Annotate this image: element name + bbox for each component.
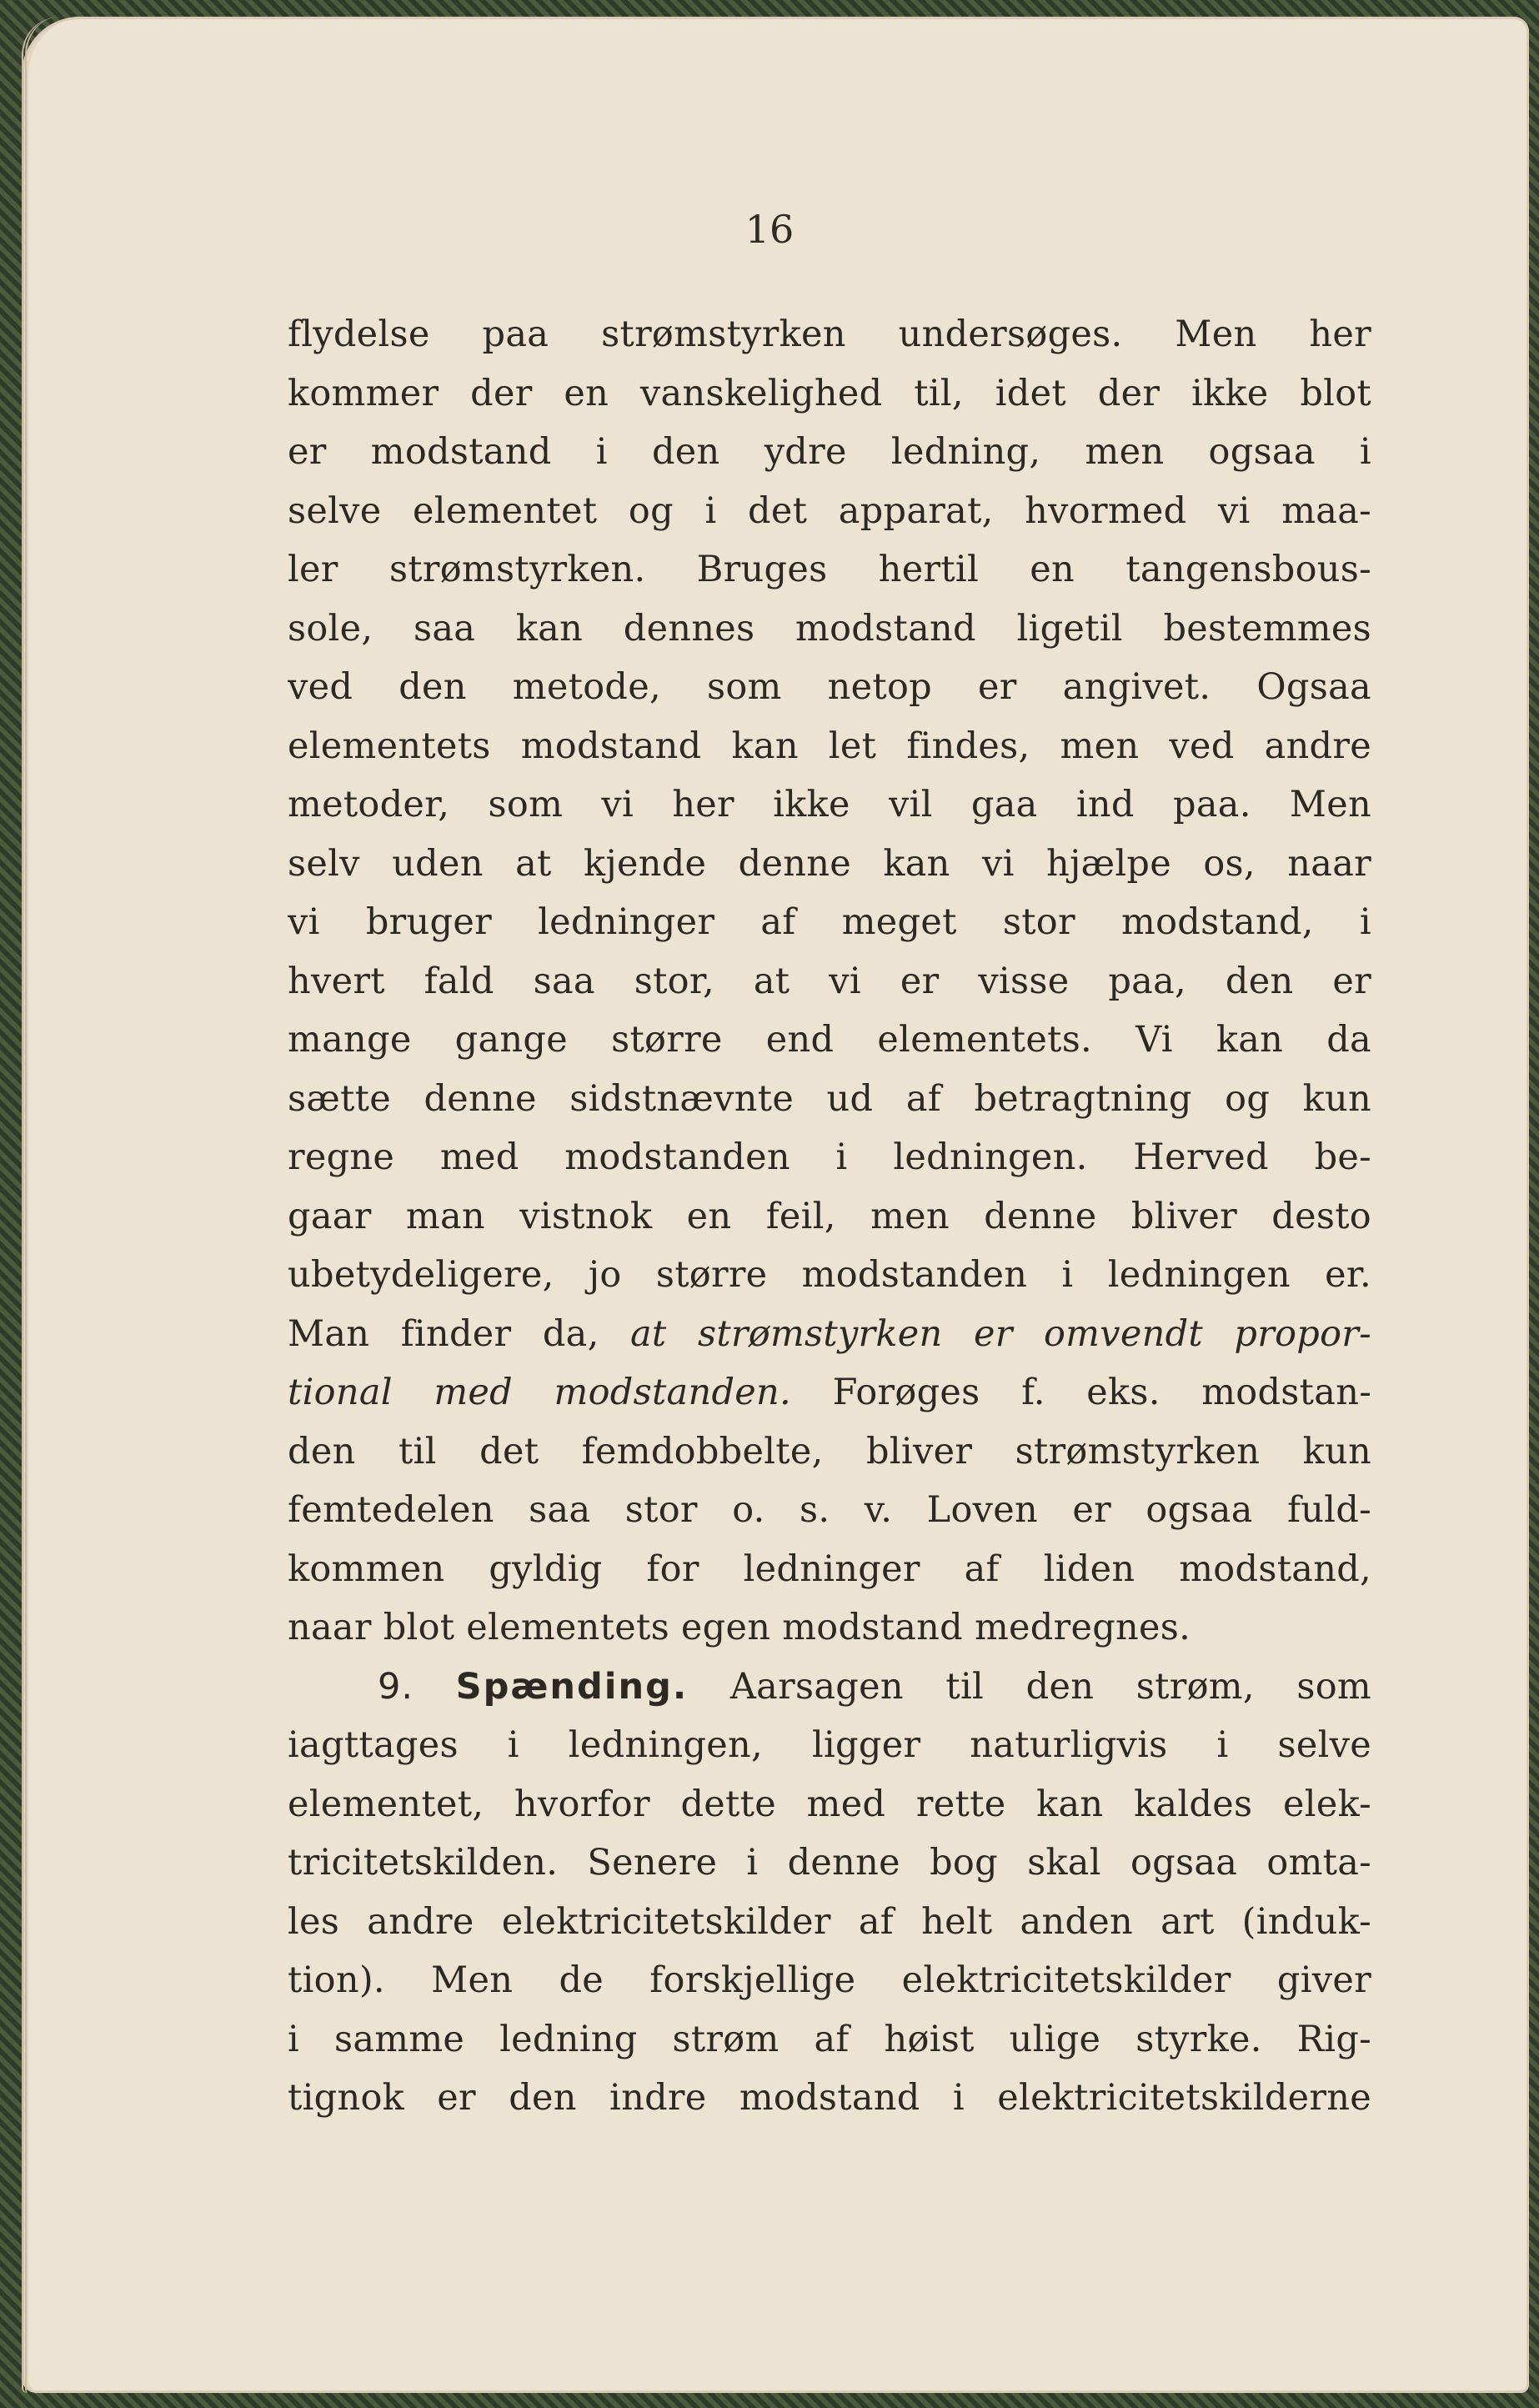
body-text bbox=[288, 305, 1371, 2128]
law-rest: Forøges f. eks. modstan- bbox=[832, 1372, 1371, 1413]
text-line: elementets modstand kan let findes, men ved andre bbox=[288, 725, 1371, 767]
text-line: elementet, hvorfor dette med rette kan kaldes elek- bbox=[288, 1783, 1371, 1825]
text-line: selv uden at kjende denne kan vi hjælpe os, naar bbox=[288, 842, 1371, 885]
text-line: tignok er den indre modstand i elektricitetskilderne bbox=[288, 2077, 1371, 2119]
section-first-line: Aarsagen til den strøm, som bbox=[729, 1665, 1371, 1708]
text-line: naar blot elementets egen modstand medregnes. bbox=[288, 1607, 1191, 1648]
text-line: regne med modstanden i ledningen. Herved be- bbox=[288, 1136, 1371, 1178]
section-heading: Spænding. bbox=[455, 1665, 689, 1708]
page-number: 16 bbox=[744, 207, 795, 252]
text-line: selve elementet og i det apparat, hvormed vi maa- bbox=[288, 489, 1371, 532]
text-line: hvert fald saa stor, at vi er visse paa, den er bbox=[288, 960, 1371, 1002]
text-line: tricitetskilden. Senere i denne bog skal ogsaa omta- bbox=[288, 1842, 1371, 1884]
text-line: ved den metode, som netop er angivet. Ogsaa bbox=[288, 666, 1371, 708]
law-italic: at strømstyrken er omvendt propor- bbox=[630, 1312, 1371, 1355]
law-statement-line bbox=[288, 1305, 1371, 1364]
text-line: kommen gyldig for ledninger af liden modstand, bbox=[288, 1548, 1371, 1590]
text-line: sætte denne sidstnævnte ud af betragtning og kun bbox=[288, 1077, 1371, 1120]
text-line: ubetydeligere, jo større modstanden i ledningen er. bbox=[288, 1254, 1371, 1296]
law-italic-2: tional med modstanden. bbox=[288, 1372, 792, 1413]
text-line: ler strømstyrken. Bruges hertil en tangensbous- bbox=[288, 549, 1371, 590]
section-heading-line bbox=[288, 1658, 1371, 1717]
text-line: i samme ledning strøm af høist ulige styrke. Rig- bbox=[288, 2018, 1371, 2060]
text-line: femtedelen saa stor o. s. v. Loven er ogsaa fuld- bbox=[288, 1489, 1371, 1531]
text-line: den til det femdobbelte, bliver strømstyrken kun bbox=[288, 1430, 1371, 1472]
law-prefix: Man finder da, bbox=[288, 1312, 599, 1355]
text-line: les andre elektricitetskilder af helt anden art (induk- bbox=[288, 1900, 1371, 1943]
text-line: mange gange større end elementets. Vi kan da bbox=[288, 1019, 1371, 1061]
text-line: iagttages i ledningen, ligger naturligvis i selve bbox=[288, 1724, 1371, 1766]
law-statement-line-2 bbox=[288, 1363, 1371, 1422]
text-line: gaar man vistnok en feil, men denne bliver desto bbox=[288, 1195, 1371, 1237]
text-line: flydelse paa strømstyrken undersøges. Men her bbox=[288, 314, 1371, 355]
text-line: kommer der en vanskelighed til, idet der ikke blot bbox=[288, 372, 1371, 414]
section-number: 9. bbox=[378, 1665, 414, 1708]
text-line: tion). Men de forskjellige elektricitetskilder giver bbox=[288, 1959, 1371, 2001]
page-edge-decoration bbox=[22, 17, 60, 2393]
text-line: sole, saa kan dennes modstand ligetil bestemmes bbox=[288, 607, 1371, 650]
text-line: er modstand i den ydre ledning, men ogsaa i bbox=[288, 431, 1371, 473]
text-line: vi bruger ledninger af meget stor modstand, i bbox=[288, 901, 1371, 943]
text-line: metoder, som vi her ikke vil gaa ind paa. Men bbox=[288, 784, 1371, 825]
